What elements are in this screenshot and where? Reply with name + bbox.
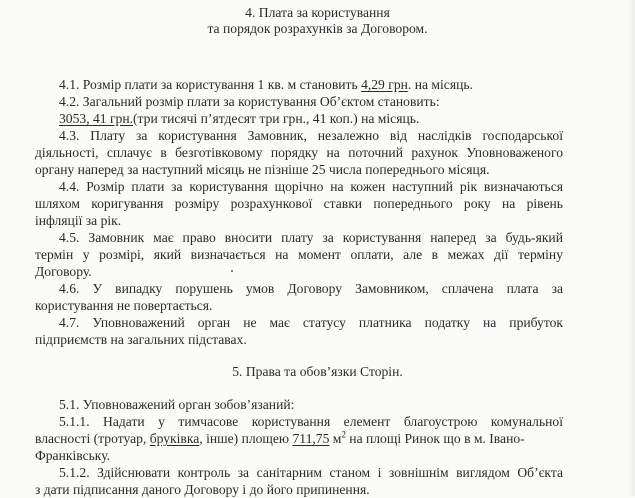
clause-4-6-line-1: 4.6. У випадку порушень умов Договору Замовником, сплачена плата за xyxy=(59,281,563,296)
clause-4-4-line-2: шляхом коригування розміру розрахункової ставки попереднього року на рівень xyxy=(35,196,563,211)
section-4-subtitle: та порядок розрахунків за Договором. xyxy=(207,21,428,36)
clause-4-5-line-2: термін у розмірі, який визначається на момент оплати, але в межах дії терміну xyxy=(35,247,563,262)
clause-4-2: 4.2. Загальний розмір плати за користування Об’єктом становить: xyxy=(59,94,440,109)
clause-4-1: 4.1. Розмір плати за користування 1 кв. м становить 4,29 грн. на місяць. xyxy=(59,77,473,92)
rate-per-sqm: 4,29 грн xyxy=(361,77,408,92)
clause-4-7-line-1: 4.7. Уповноважений орган не має статусу платника податку на прибуток xyxy=(59,315,563,330)
section-5-title: 5. Права та обов’язки Сторін. xyxy=(232,364,403,379)
clause-4-2-amount: 3053, 41 грн.(три тисячі п’ятдесят три грн., 41 коп.) на місяць. xyxy=(59,111,420,126)
clause-5-1-1-line-2: власності (тротуар, бруківка, інше) площею 711,75 $м^2$ на площі Ринок що в м. Івано- xyxy=(35,429,525,446)
section-4-title: 4. Плата за користування xyxy=(245,5,390,20)
clause-4-4-line-3: інфляції за рік. xyxy=(35,213,122,228)
clause-4-5-line-1: 4.5. Замовник має право вносити плату за користування наперед за будь-який xyxy=(59,230,563,245)
clause-4-7-line-2: підприємств на загальних підставах. xyxy=(35,332,247,347)
clause-4-3-line-3: органу наперед за наступний місяць не пізніше 25 числа попереднього місяця. xyxy=(35,162,490,177)
clause-4-5-line-3: Договору. xyxy=(35,264,92,279)
clause-5-1-2-line-1: 5.1.2. Здійснювати контроль за санітарним станом і зовнішнім виглядом Об’єкта xyxy=(59,465,563,480)
area-value: 711,75 xyxy=(292,431,330,446)
page-edge-shadow xyxy=(629,0,635,496)
clause-4-3-line-2: діяльності, сплачує в безготівковому порядку на поточний рахунок Уповноваженого xyxy=(35,145,563,160)
clause-5-1-1-line-3: Франківську. xyxy=(35,448,111,463)
clause-5-1-2-line-2: з дати підписання даного Договору і до його припинення. xyxy=(35,482,370,497)
total-amount: 3053, 41 грн. xyxy=(59,111,134,126)
clause-4-4-line-1: 4.4. Розмір плати за користування щорічно на кожен наступний рік визначаються xyxy=(59,179,563,194)
scan-speck xyxy=(231,270,233,272)
clause-5-1: 5.1. Уповноважений орган зобов’язаний: xyxy=(59,397,295,412)
clause-4-6-line-2: користування не повертається. xyxy=(35,298,213,313)
clause-5-1-1-line-1: 5.1.1. Надати у тимчасове користування елемент благоустрою комунальної xyxy=(59,414,563,429)
clause-4-3-line-1: 4.3. Плату за користування Замовник, незалежно від наслідків господарської xyxy=(59,128,563,143)
